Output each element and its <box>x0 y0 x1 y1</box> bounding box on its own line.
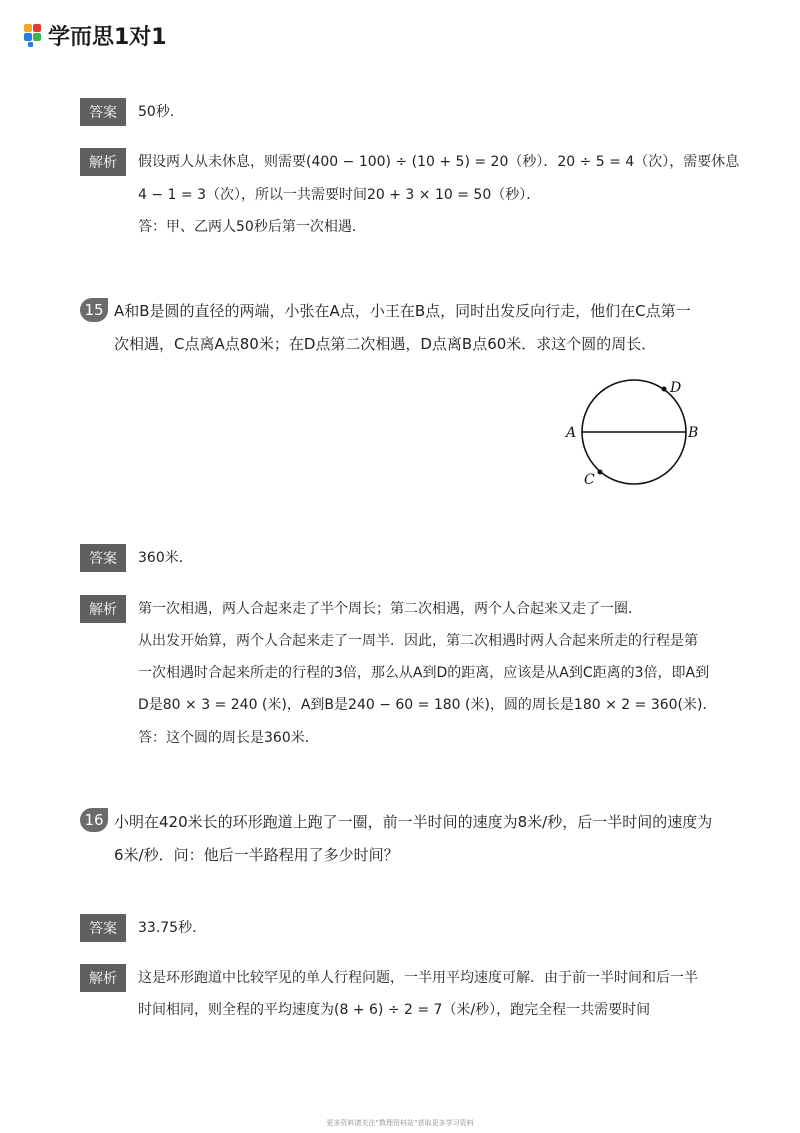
analysis-line: 答：这个圆的周长是360米． <box>138 730 319 746</box>
question-line: A和B是圆的直径的两端，小张在A点，小王在B点，同时出发反向行走，他们在C点第一 <box>114 302 691 320</box>
analysis-line: 时间相同，则全程的平均速度为(8 + 6) ÷ 2 = 7（米/秒），跑完全程一共需要时间 <box>138 1002 651 1018</box>
answer-text: 50秒． <box>138 104 184 120</box>
answer-tag: 答案 <box>80 544 126 572</box>
analysis-line: 答：甲、乙两人50秒后第一次相遇． <box>138 219 366 235</box>
analysis-tag: 解析 <box>80 964 126 992</box>
question-number-badge: 15 <box>80 298 108 322</box>
analysis-tag: 解析 <box>80 148 126 176</box>
analysis-line: 一次相遇时合起来所走的行程的3倍，那么从A到D的距离，应该是从A到C距离的3倍，即A到 <box>138 665 710 681</box>
label-d: D <box>670 380 682 396</box>
answer-tag: 答案 <box>80 914 126 942</box>
analysis-line: 从出发开始算，两个人合起来走了一周半．因此，第二次相遇时两人合起来所走的行程是第 <box>138 633 698 649</box>
question-line: 次相遇，C点离A点80米；在D点第二次相遇，D点离B点60米．求这个圆的周长． <box>114 335 657 353</box>
question-number-badge: 16 <box>80 808 108 832</box>
analysis-line: D是80 × 3 = 240 (米)，A到B是240 − 60 = 180 (米)，圆的周长是180 × 2 = 360(米)． <box>138 697 717 713</box>
answer-text: 360米． <box>138 550 193 566</box>
analysis-line: 第一次相遇，两人合起来走了半个周长；第二次相遇，两个人合起来又走了一圈． <box>138 601 642 617</box>
analysis-line: 4 − 1 = 3（次），所以一共需要时间20 + 3 × 10 = 50（秒）． <box>138 187 541 203</box>
label-b: B <box>688 425 699 441</box>
label-c: C <box>584 472 595 488</box>
logo-icon <box>22 22 44 48</box>
answer-text: 33.75秒． <box>138 920 207 936</box>
footer-text: 更多资料请关注“数理资料站”获取更多学习资料 <box>326 1119 474 1127</box>
answer-tag: 答案 <box>80 98 126 126</box>
brand-logo <box>22 20 167 50</box>
question-line: 小明在420米长的环形跑道上跑了一圈，前一半时间的速度为8米/秒，后一半时间的速度为 <box>114 813 713 831</box>
question-line: 6米/秒．问：他后一半路程用了多少时间？ <box>114 846 399 864</box>
logo-text: 学而思1对1 <box>48 24 167 50</box>
analysis-line: 这是环形跑道中比较罕见的单人行程问题，一半用平均速度可解．由于前一半时间和后一半 <box>138 970 698 986</box>
analysis-line: 假设两人从未休息，则需要(400 − 100) ÷ (10 + 5) = 20（秒）．20 ÷ 5 = 4（次），需要休息 <box>138 154 740 170</box>
circle-diagram <box>560 372 710 496</box>
point-c <box>598 470 603 475</box>
point-d <box>662 387 667 392</box>
analysis-tag: 解析 <box>80 595 126 623</box>
label-a: A <box>566 425 577 441</box>
